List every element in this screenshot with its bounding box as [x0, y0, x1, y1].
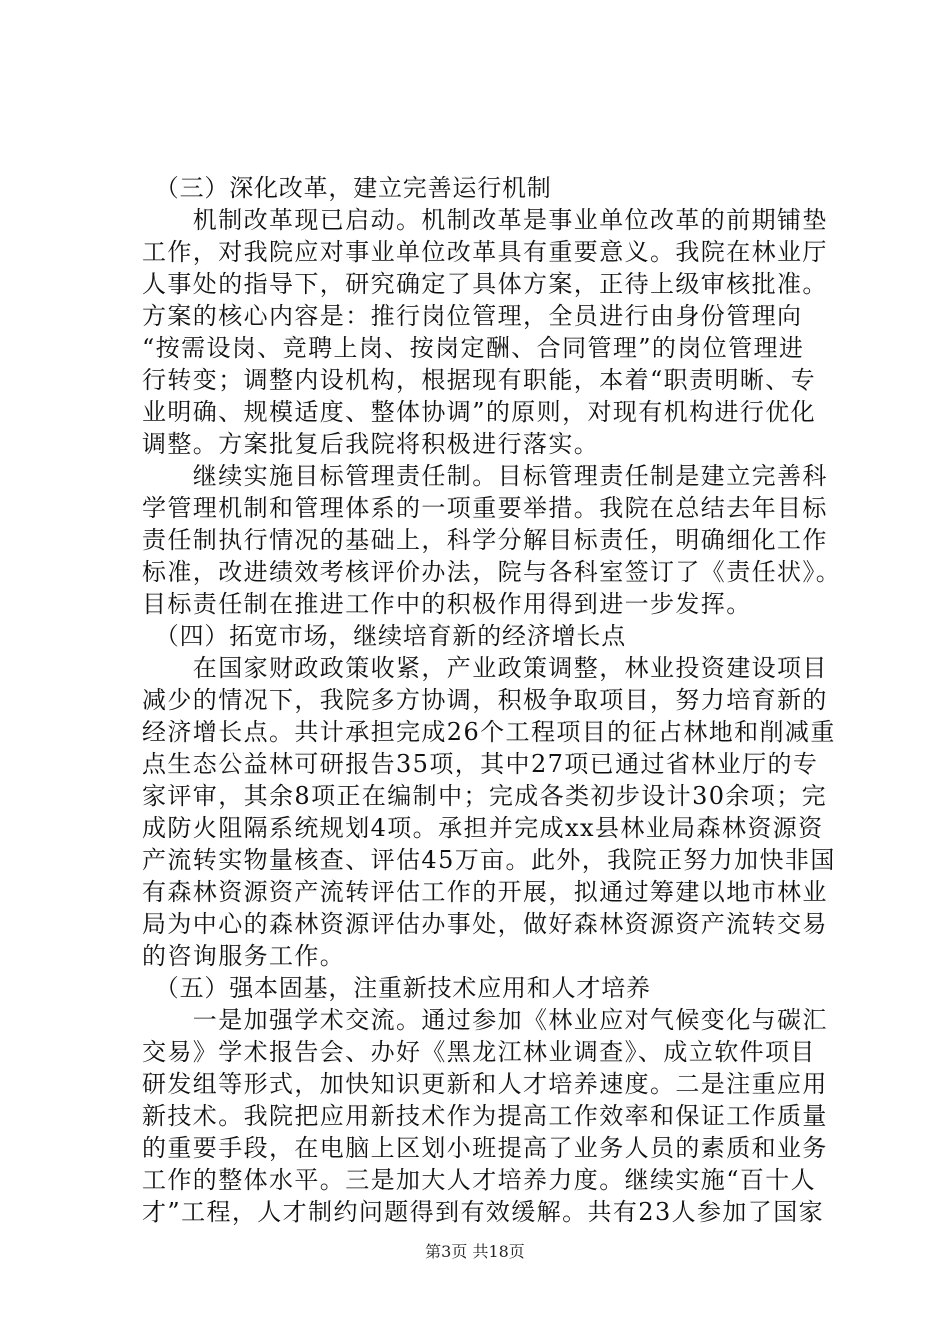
paragraph-line: 一是加强学术交流。通过参加《林业应对气候变化与碳汇 — [142, 1006, 828, 1034]
page-footer — [0, 1242, 950, 1262]
paragraph-line: 责任制执行情况的基础上，科学分解目标责任，明确细化工作 — [142, 526, 828, 554]
paragraph-line: 人事处的指导下，研究确定了具体方案，正待上级审核批准。 — [142, 270, 828, 298]
document-body — [142, 172, 842, 1228]
paragraph-line: 成防火阻隔系统规划4项。承担并完成xx县林业局森林资源资 — [142, 814, 824, 842]
section-heading-3: （三）深化改革，建立完善运行机制 — [142, 174, 552, 202]
paragraph-line: 工作，对我院应对事业单位改革具有重要意义。我院在林业厅 — [142, 238, 828, 266]
paragraph-line: 有森林资源资产流转评估工作的开展，拟通过筹建以地市林业 — [142, 878, 828, 906]
paragraph-line: 点生态公益林可研报告35项，其中27项已通过省林业厅的专 — [142, 750, 819, 778]
paragraph-line: 家评审，其余8项正在编制中；完成各类初步设计30余项；完 — [142, 782, 828, 810]
page-number: 第3页 共18页 — [425, 1242, 525, 1261]
paragraph-line: “按需设岗、竞聘上岗、按岗定酬、合同管理”的岗位管理进 — [142, 334, 805, 362]
paragraph-line: 业明确、规模适度、整体协调”的原则，对现有机构进行优化 — [142, 398, 817, 426]
section-heading-4: （四）拓宽市场，继续培育新的经济增长点 — [142, 622, 626, 650]
paragraph-line: 机制改革现已启动。机制改革是事业单位改革的前期铺垫 — [142, 206, 828, 234]
paragraph-line: 行转变；调整内设机构，根据现有职能，本着“职责明晰、专 — [142, 366, 817, 394]
paragraph-line: 工作的整体水平。三是加大人才培养力度。继续实施“百十人 — [142, 1166, 817, 1194]
paragraph-line: 新技术。我院把应用新技术作为提高工作效率和保证工作质量 — [142, 1102, 828, 1130]
paragraph-line: 局为中心的森林资源评估办事处，做好森林资源资产流转交易 — [142, 910, 828, 938]
paragraph-line: 继续实施目标管理责任制。目标管理责任制是建立完善科 — [142, 462, 828, 490]
paragraph-line: 调整。方案批复后我院将积极进行落实。 — [142, 430, 600, 458]
paragraph-line: 减少的情况下，我院多方协调，积极争取项目，努力培育新的 — [142, 686, 828, 714]
paragraph-line: 的重要手段，在电脑上区划小班提高了业务人员的素质和业务 — [142, 1134, 828, 1162]
paragraph-line: 方案的核心内容是：推行岗位管理，全员进行由身份管理向 — [142, 302, 803, 330]
paragraph-line: 才”工程，人才制约问题得到有效缓解。共有23人参加了国家 — [142, 1198, 825, 1226]
paragraph-line: 的咨询服务工作。 — [142, 942, 346, 970]
paragraph-line: 交易》学术报告会、办好《黑龙江林业调查》、成立软件项目 — [142, 1038, 816, 1066]
paragraph-line: 在国家财政政策收紧，产业政策调整，林业投资建设项目 — [142, 654, 828, 682]
paragraph-line: 标准，改进绩效考核评价办法，院与各科室签订了《责任状》。 — [142, 558, 842, 586]
paragraph-line: 学管理机制和管理体系的一项重要举措。我院在总结去年目标 — [142, 494, 828, 522]
paragraph-line: 研发组等形式，加快知识更新和人才培养速度。二是注重应用 — [142, 1070, 828, 1098]
section-heading-5: （五）强本固基，注重新技术应用和人才培养 — [142, 974, 651, 1002]
paragraph-line: 经济增长点。共计承担完成26个工程项目的征占林地和削减重 — [142, 718, 836, 746]
paragraph-line: 产流转实物量核查、评估45万亩。此外，我院正努力加快非国 — [142, 846, 836, 874]
paragraph-line: 目标责任制在推进工作中的积极作用得到进一步发挥。 — [142, 590, 752, 618]
